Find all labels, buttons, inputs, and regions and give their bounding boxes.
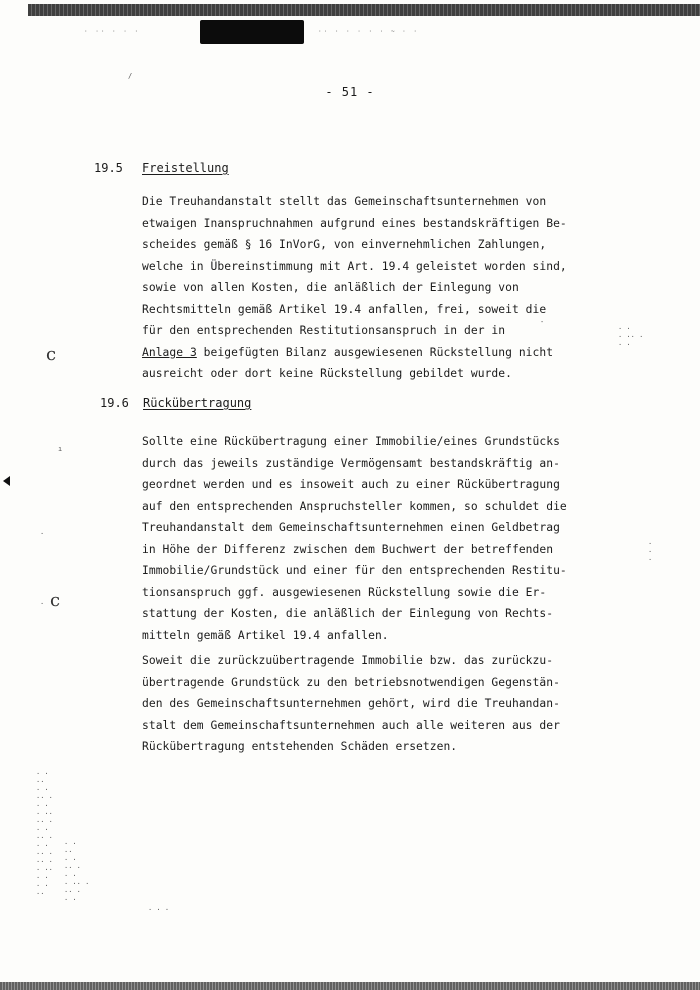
- scan-noise: · · ·: [648, 540, 653, 564]
- scan-edge-top: [28, 4, 700, 16]
- section-title: Freistellung: [142, 161, 229, 175]
- section-number: 19.6: [100, 396, 129, 410]
- text-line: tionsanspruch ggf. ausgewiesenen Rückstellung sowie die Er-: [142, 585, 547, 599]
- text-line: auf den entsprechenden Anspruchsteller kommen, so schuldet die: [142, 499, 567, 513]
- text-line: Die Treuhandanstalt stellt das Gemeinschaftsunternehmen von: [142, 195, 547, 208]
- section-19-5-paragraph: [142, 191, 567, 385]
- scan-noise: · · ·· · · ·· · · · · ·· · ·· · · ·: [64, 840, 90, 904]
- margin-arrow-icon: [3, 476, 10, 486]
- text-line: scheides gemäß § 16 InVorG, von einvernehmlichen Zahlungen,: [142, 238, 547, 251]
- text-line: übertragende Grundstück zu den betriebsnotwendigen Gegenstän-: [142, 675, 560, 689]
- scan-noise: · · ·· · · ·· · · · · ·· ·· · · · ·· · · · ·· · ·· · · ·· · · · · ··: [36, 770, 53, 898]
- redaction-block: [200, 20, 304, 44]
- section-title: Rückübertragung: [143, 396, 252, 410]
- scan-noise: ·: [40, 530, 45, 538]
- page-number: - 51 -: [325, 85, 375, 99]
- scan-noise: ı: [58, 445, 63, 453]
- text-line: Rechtsmitteln gemäß Artikel 19.4 anfallen, frei, soweit die: [142, 302, 547, 316]
- text-line: sowie von allen Kosten, die anläßlich der Einlegung von: [142, 281, 519, 294]
- scan-noise: · · · ·· · · ·: [618, 325, 644, 349]
- text-line: ausreicht oder dort keine Rückstellung gebildet wurde.: [142, 367, 512, 380]
- text-line: Soweit die zurückzuübertragende Immobilie bzw. das zurückzu-: [142, 654, 554, 667]
- annex-reference: Anlage 3: [142, 345, 197, 359]
- text-line: welche in Übereinstimmung mit Art. 19.4 geleistet worden sind,: [142, 259, 567, 273]
- text-line: Immobilie/Grundstück und einer für den entsprechenden Restitu-: [142, 564, 567, 577]
- scan-noise: ·· · · · · · ~ · ·: [318, 28, 420, 35]
- text-line: [142, 342, 562, 364]
- text-line: für den entsprechenden Restitutionsanspruch in der in: [142, 324, 506, 337]
- text-line: in Höhe der Differenz zwischen dem Buchwert der betreffenden: [142, 542, 554, 556]
- text-line: Sollte eine Rückübertragung einer Immobilie/eines Grundstücks: [142, 435, 560, 448]
- section-19-6-paragraph: [142, 431, 567, 646]
- punch-hole-mark: ⅽ: [46, 344, 57, 365]
- punch-hole-mark: ⅽ: [50, 590, 61, 611]
- text-line: geordnet werden und es insoweit auch zu einer Rückübertragung: [142, 478, 560, 491]
- text-line: mitteln gemäß Artikel 19.4 anfallen.: [142, 628, 389, 642]
- text-fragment: beigefügten Bilanz ausgewiesenen Rückstellung nicht: [196, 345, 554, 359]
- text-line: Treuhandanstalt dem Gemeinschaftsunternehmen einen Geldbetrag: [142, 521, 560, 534]
- scan-noise: ·: [40, 600, 45, 608]
- scan-edge-bottom: [0, 982, 700, 990]
- scan-noise: /: [128, 72, 133, 80]
- text-line: etwaigen Inanspruchnahmen aufgrund eines bestandskräftigen Be-: [142, 216, 567, 230]
- text-line: stalt dem Gemeinschaftsunternehmen auch alle weiteren aus der: [142, 718, 560, 732]
- scan-noise: -: [540, 318, 545, 326]
- scan-noise: · · ·: [148, 906, 170, 914]
- text-line: den des Gemeinschaftsunternehmen gehört, wird die Treuhandan-: [142, 697, 560, 710]
- text-line: durch das jeweils zuständige Vermögensamt bestandskräftig an-: [142, 456, 560, 470]
- scan-noise: · ·· · · ·: [84, 28, 141, 35]
- section-number: 19.5: [94, 161, 123, 175]
- section-19-6-paragraph-2: [142, 650, 562, 758]
- text-line: stattung der Kosten, die anläßlich der Einlegung von Rechts-: [142, 607, 554, 620]
- text-line: Rückübertragung entstehenden Schäden ersetzen.: [142, 740, 458, 753]
